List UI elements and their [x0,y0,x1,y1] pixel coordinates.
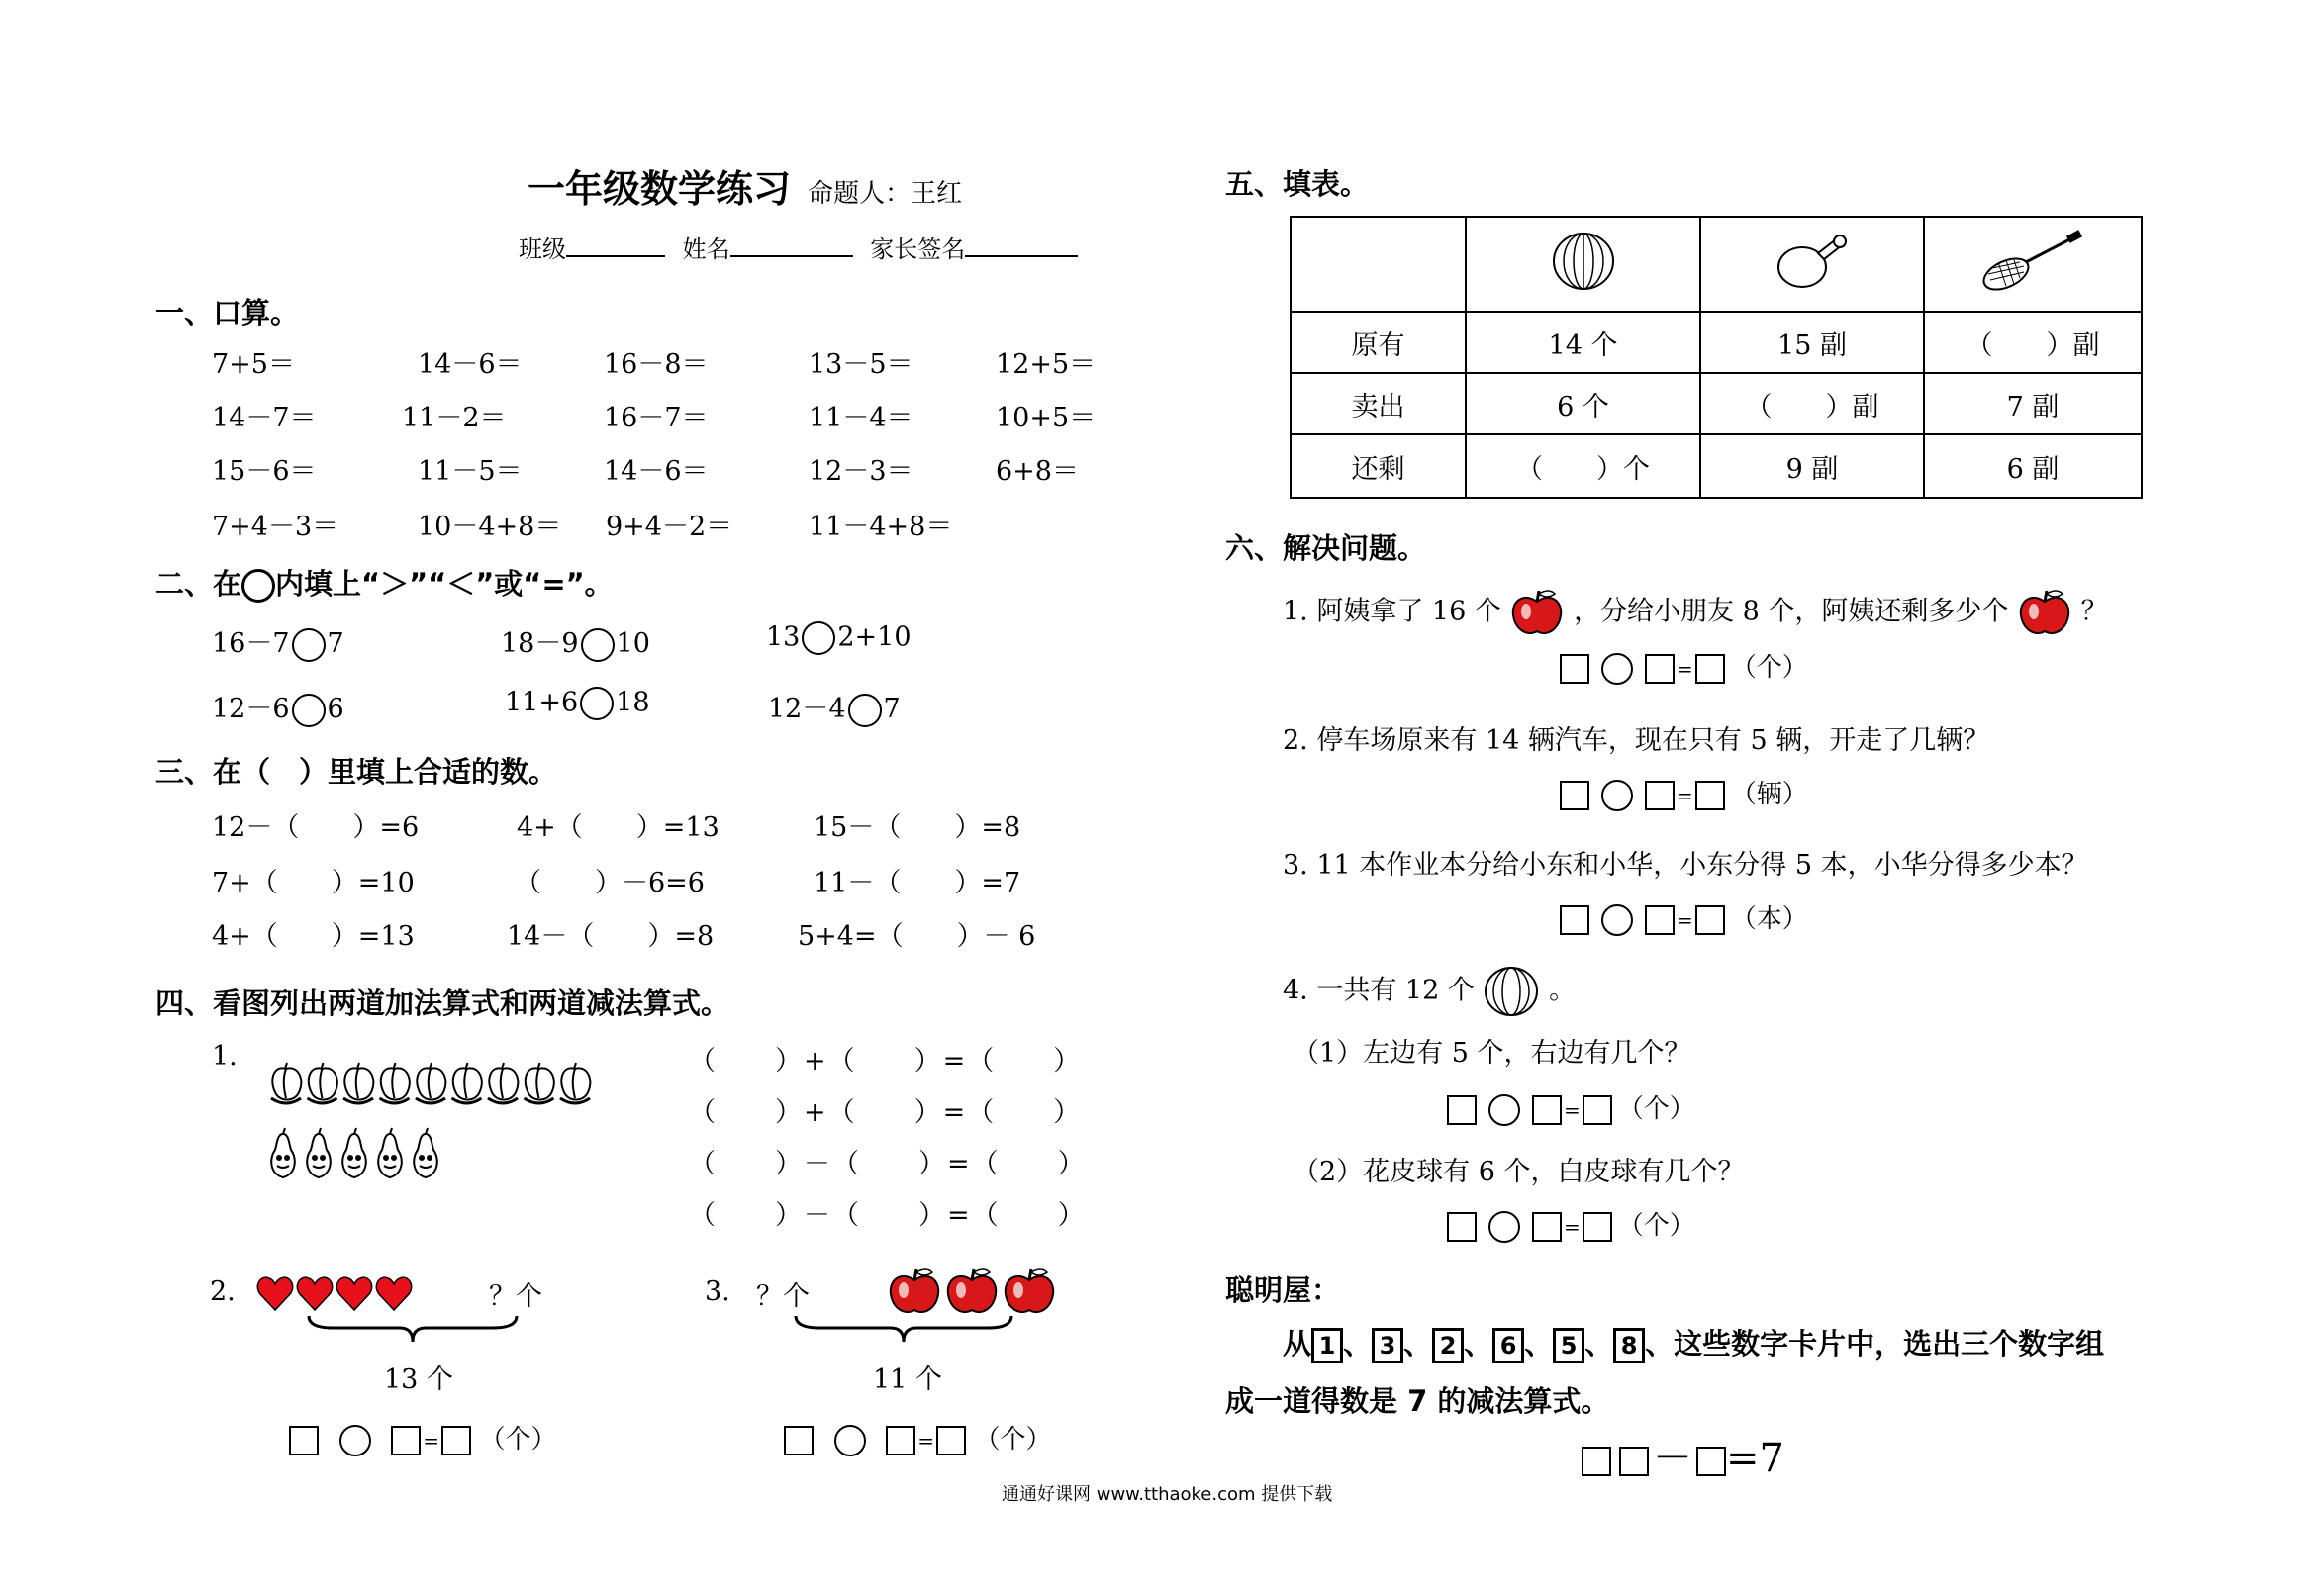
pear-icon [271,1128,295,1177]
student-fields [519,230,1078,264]
peach-icon [525,1063,554,1103]
unit-label: （辆） [1730,780,1808,809]
heart-row [255,1270,418,1316]
answer-box[interactable] [1447,1212,1477,1242]
operator-circle[interactable] [1488,1211,1520,1243]
q2-equation: = （个） [289,1419,557,1456]
answer-equation [1447,1088,1695,1126]
number-card[interactable]: 3 [1372,1328,1403,1363]
section2-heading: 二、在 内填上“＞”“＜”或“=”。 [155,567,614,601]
puzzle-equation: － =7 [1582,1427,1784,1483]
oral-calc-item[interactable]: 12－3＝ [809,456,913,487]
problem-4-q2: （2）花皮球有 6 个，白皮球有几个？ [1293,1157,1745,1187]
answer-box[interactable] [1447,1095,1477,1125]
compare-left: 18－9 [501,628,579,659]
answer-box[interactable] [1583,1212,1612,1242]
q2-number: 2. [210,1276,236,1307]
ping-pong-paddle-icon [1773,230,1852,293]
operator-circle[interactable] [1601,904,1633,936]
table-header-racket [1924,217,2142,312]
compare-left: 11+6 [505,687,579,718]
compare-circle[interactable] [848,694,882,727]
equation-blank[interactable]: （ ）－（ ）=（ ） [689,1200,1087,1231]
oral-calc-item[interactable]: 7+5＝ [212,349,295,380]
peach-icon [488,1063,518,1103]
name-blank[interactable] [730,232,853,257]
operator-circle[interactable] [834,1425,866,1456]
compare-right: 6 [327,694,344,724]
answer-equation [1560,898,1808,936]
oral-calc-item[interactable]: 7+4－3＝ [212,512,339,542]
peach-icon [343,1063,373,1103]
apple-icon [1006,1269,1053,1312]
peach-icon [452,1063,482,1103]
oral-calc-item[interactable]: 11－4＝ [809,403,913,433]
equation-blank[interactable]: （ ）－（ ）=（ ） [689,1149,1087,1179]
pear-row [263,1124,451,1183]
number-cards [1311,1327,1674,1361]
oral-calc-item[interactable]: 13－5＝ [809,349,913,380]
oral-calc-item[interactable]: 11－2＝ [402,403,507,433]
heart-icon [376,1277,411,1310]
name-label: 姓名 [682,235,730,263]
equals-sign: = [1677,656,1693,681]
problem-4: 4. 一共有 12 个 。 [1283,966,1576,1017]
class-blank[interactable] [566,232,665,257]
author: 命题人：王红 [808,179,963,209]
pear-icon [378,1128,402,1177]
answer-box[interactable] [1695,654,1725,684]
answer-box[interactable] [441,1426,471,1455]
answer-box[interactable] [1560,781,1589,810]
q2-total: 13 个 [384,1364,453,1395]
answer-box[interactable] [936,1426,966,1455]
compare-right: 7 [327,628,344,659]
peach-row [265,1057,602,1108]
section3-heading: 三、在（ ）里填上合适的数。 [155,755,558,789]
peach-icon [560,1063,590,1103]
number-card[interactable]: 5 [1553,1328,1584,1363]
oral-calc-item[interactable]: 11－5＝ [418,456,523,487]
equation-blank[interactable]: （ ）+（ ）=（ ） [689,1097,1083,1128]
table-header-paddle [1700,217,1924,312]
oral-calc-item[interactable]: 14－7＝ [212,403,317,433]
q3-equation: = （个） [784,1419,1052,1456]
answer-equation [1560,774,1808,811]
operator-circle[interactable] [1488,1094,1520,1126]
equation-blank[interactable]: （ ）+（ ）=（ ） [689,1046,1083,1077]
answer-box[interactable] [1560,654,1589,684]
digit-box[interactable] [1619,1447,1649,1476]
number-card[interactable]: 1 [1311,1328,1343,1363]
oral-calc-item[interactable]: 14－6＝ [418,349,523,380]
compare-circle[interactable] [802,621,835,655]
answer-equation [1447,1205,1695,1243]
compare-right: 18 [616,687,650,718]
answer-box[interactable] [1695,781,1725,810]
apple-icon [891,1269,938,1312]
unit-label: （本） [1730,904,1808,934]
table-row: 原有 14 个 15 副 （ ）副 [1291,312,2142,373]
separator: 、 [1403,1327,1433,1361]
peach-icon [380,1063,410,1103]
ball-icon [1549,231,1618,292]
heart-icon [336,1277,371,1310]
compare-right: 7 [883,694,901,724]
compare-item [766,621,912,655]
problem-3: 3. 11 本作业本分给小东和小华，小东分得 5 本，小华分得多少本？ [1283,850,2088,881]
fill-blank-item[interactable]: 14－（ ）=8 [507,921,715,952]
unit-label: （个） [1617,1211,1695,1241]
q2-question: ？个 [489,1281,542,1312]
heart-icon [257,1277,292,1310]
apple-icon [2017,588,2072,637]
digit-box[interactable] [1696,1447,1726,1476]
circle-icon [241,569,275,603]
operator-circle[interactable] [1601,780,1633,811]
fill-blank-item[interactable]: 4+（ ）=13 [212,921,415,952]
separator: 、 [1645,1327,1675,1361]
answer-box[interactable] [391,1426,421,1455]
oral-calc-item[interactable]: 16－7＝ [604,403,709,433]
compare-item [212,687,344,727]
fill-blank-item[interactable]: 11－（ ）=7 [814,868,1021,898]
answer-box[interactable] [1645,781,1675,810]
operator-circle[interactable] [1601,653,1633,685]
equals-sign: = [1677,783,1693,807]
number-card[interactable]: 2 [1432,1328,1464,1363]
compare-right: 10 [616,628,650,659]
answer-box[interactable] [1695,905,1725,935]
oral-calc-item[interactable]: 15－6＝ [212,456,317,487]
oral-calc-item[interactable]: 11－4+8＝ [809,512,953,542]
unit-label: （个） [1730,653,1808,683]
operator-circle[interactable] [339,1425,371,1456]
compare-circle[interactable] [581,628,615,662]
answer-box[interactable] [289,1426,319,1455]
number-card[interactable]: 8 [1613,1328,1645,1363]
compare-left: 16－7 [212,628,290,659]
problem-2: 2. 停车场原来有 14 辆汽车，现在只有 5 辆，开走了几辆？ [1283,725,1990,756]
answer-equation [1560,647,1808,685]
pear-icon [307,1128,331,1177]
apple-row [887,1267,1061,1316]
unit-label: （个） [1617,1094,1695,1124]
table-row: 还剩 （ ）个 9 副 6 副 [1291,434,2142,498]
problem-4-q1: （1）左边有 5 个，右边有几个？ [1293,1038,1691,1069]
compare-circle[interactable] [580,687,614,720]
fill-blank-item[interactable]: 12－（ ）=6 [212,812,420,843]
puzzle-line1: 从 1 、 3 、 2 、 6 、 5 、 8 、这些数字卡片中，选出三个数字组 [1283,1322,2104,1363]
section4-heading: 四、看图列出两道加法算式和两道减法算式。 [155,986,730,1020]
oral-calc-item[interactable]: 9+4－2＝ [606,512,733,542]
heart-icon [297,1277,332,1310]
fill-table [1290,216,2143,499]
pear-icon [414,1128,437,1177]
answer-box[interactable] [1532,1212,1562,1242]
separator: 、 [1584,1327,1614,1361]
apple-icon [948,1269,996,1312]
q3-number: 3. [705,1276,730,1307]
compare-item [212,621,344,662]
answer-box[interactable] [784,1426,814,1455]
equals-sign: = [1564,1214,1581,1239]
section5-heading: 五、填表。 [1225,167,1370,201]
puzzle-line2: 成一道得数是 7 的减法算式。 [1225,1384,1610,1418]
compare-circle[interactable] [292,694,326,727]
fill-blank-item[interactable]: 15－（ ）=8 [814,812,1021,843]
compare-left: 12－6 [212,694,290,724]
separator: 、 [1464,1327,1493,1361]
badminton-racket-icon [1978,227,2087,296]
compare-left: 13 [766,621,801,653]
compare-circle[interactable] [292,628,326,662]
oral-calc-item[interactable]: 10+5＝ [996,403,1097,433]
answer-box[interactable] [1645,905,1675,935]
answer-box[interactable] [1645,654,1675,684]
compare-left: 12－4 [768,694,846,724]
equals-sign: = [1564,1097,1581,1122]
compare-right: 2+10 [837,621,912,653]
page-title: 一年级数学练习 [528,167,792,211]
oral-calc-item[interactable]: 6+8＝ [996,456,1079,487]
footer: 通通好课网 www.tthaoke.com 提供下载 [1002,1484,1333,1505]
table-header-ball [1466,217,1700,312]
digit-box[interactable] [1582,1447,1611,1476]
parent-blank[interactable] [965,232,1078,257]
q3-total: 11 个 [873,1364,942,1395]
compare-item [505,687,650,720]
oral-calc-item[interactable]: 16－8＝ [604,349,709,380]
table-corner [1291,217,1466,312]
peach-icon [308,1063,337,1103]
problem-1: 1. 阿姨拿了 16 个 ，分给小朋友 8 个，阿姨还剩多少个 ？ [1283,588,2108,637]
number-card[interactable]: 6 [1492,1328,1524,1363]
oral-calc-item[interactable]: 12+5＝ [996,349,1097,380]
section6-heading: 六、解决问题。 [1225,531,1427,565]
answer-box[interactable] [1560,905,1589,935]
peach-icon [271,1063,301,1103]
oral-calc-item[interactable]: 14－6＝ [604,456,709,487]
ball-icon [1483,966,1540,1017]
brace-icon [305,1312,521,1346]
separator: 、 [1524,1327,1554,1361]
section7-heading: 聪明屋： [1225,1273,1341,1307]
equals-sign: = [1677,907,1693,932]
apple-icon [1509,588,1565,637]
parent-label: 家长签名 [870,235,966,263]
answer-box[interactable] [1583,1095,1612,1125]
oral-calc-item[interactable]: 10－4+8＝ [418,512,562,542]
separator: 、 [1343,1327,1373,1361]
answer-box[interactable] [886,1426,915,1455]
fill-blank-item[interactable]: 4+（ ）=13 [517,812,720,843]
fill-blank-item[interactable]: （ ）－6=6 [515,868,705,898]
class-label: 班级 [519,235,566,263]
fill-blank-item[interactable]: 5+4=（ ）－ 6 [798,921,1036,952]
q1-number: 1. [212,1041,238,1072]
brace-icon [792,1312,1015,1346]
compare-item [768,687,901,727]
table-row: 卖出 6 个 （ ）副 7 副 [1291,373,2142,434]
q3-question: ？个 [756,1281,810,1312]
fill-blank-item[interactable]: 7+（ ）=10 [212,868,415,898]
section1-heading: 一、口算。 [155,296,300,329]
answer-box[interactable] [1532,1095,1562,1125]
peach-icon [416,1063,445,1103]
pear-icon [342,1128,366,1177]
compare-item [501,621,650,662]
